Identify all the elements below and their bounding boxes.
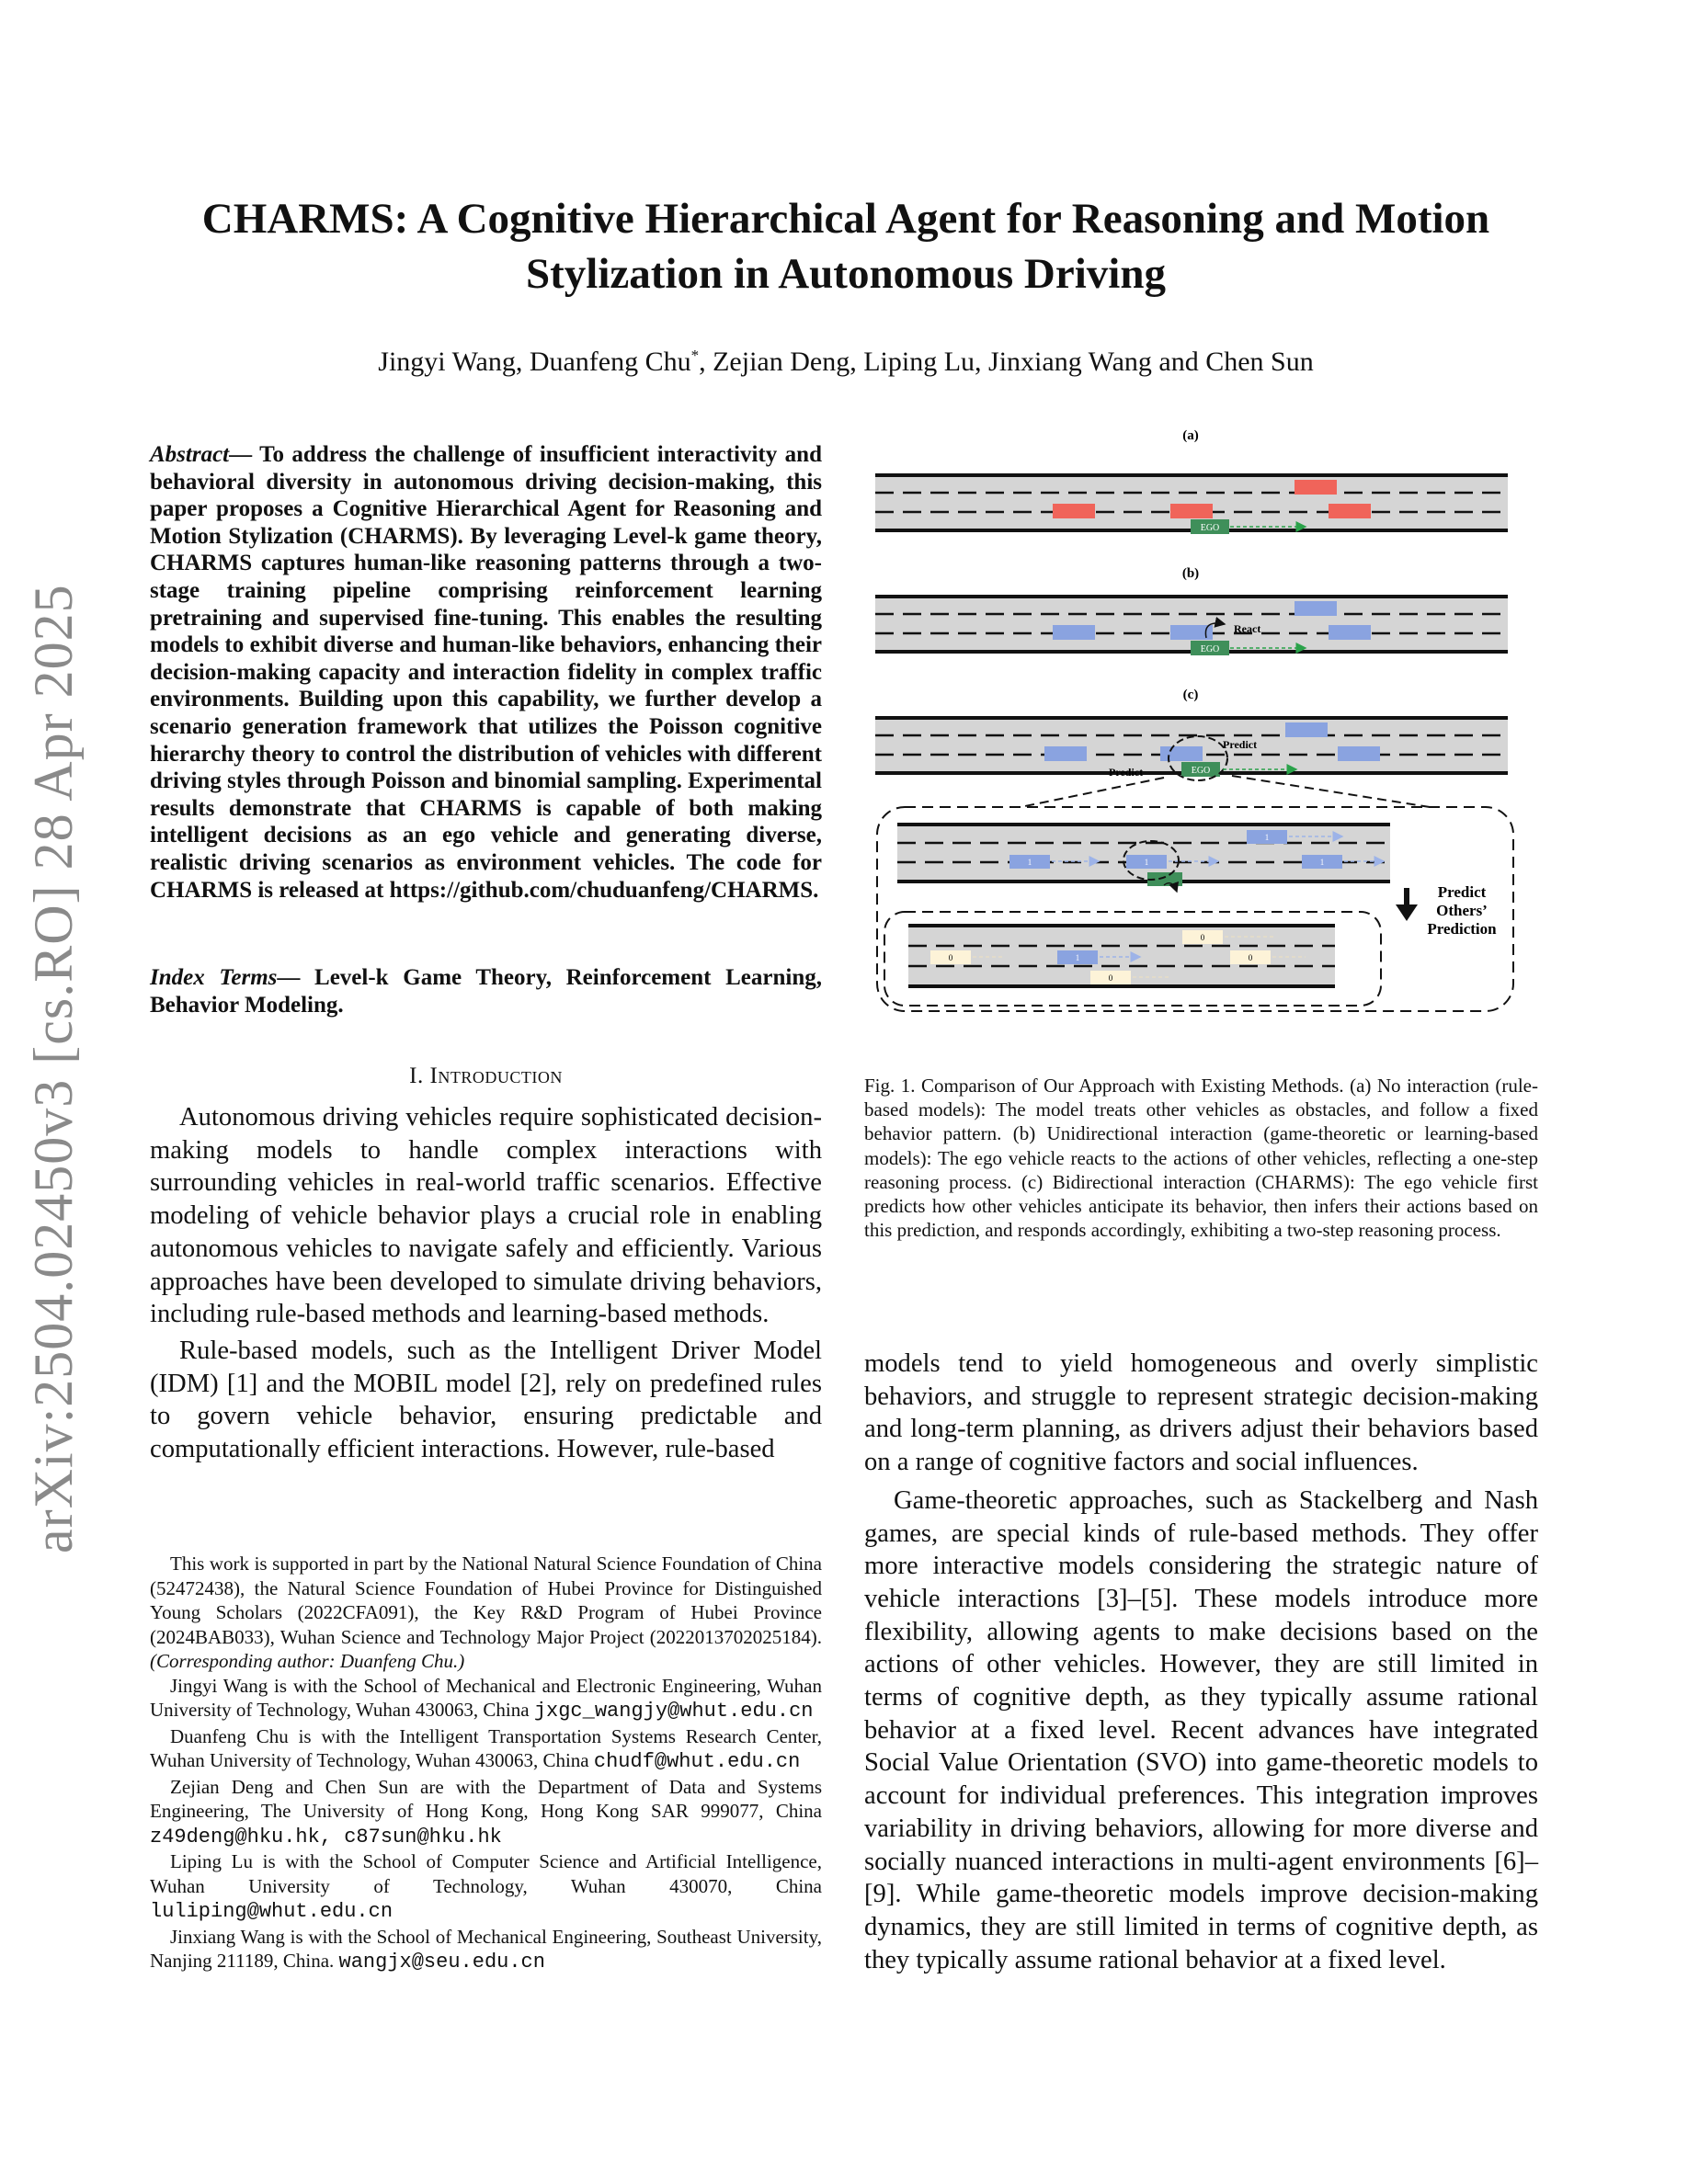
svg-text:Others’: Others’ [1436, 902, 1488, 919]
predict-others-label: Predict [1437, 883, 1487, 901]
authors-part-a: Jingyi Wang, Duanfeng Chu [378, 347, 691, 377]
svg-text:0: 0 [948, 953, 953, 962]
footnote-author-5: Jinxiang Wang is with the School of Mechanical Engineering, Southeast University, Nanjing 211189, China. wangjx@seu.edu.cn [150, 1925, 822, 1974]
footnote-author-1: Jingyi Wang is with the School of Mechanical and Electronic Engineering, Wuhan University of Technology, Wuhan 430063, China jxgc_wangjy@whut.edu.cn [150, 1674, 822, 1723]
vehicle-red [1329, 504, 1371, 518]
title-line-1: CHARMS: A Cognitive Hierarchical Agent for Reasoning and Motion [201, 195, 1490, 243]
vehicle-red [1295, 480, 1337, 495]
section-heading-introduction [150, 1064, 822, 1089]
footnotes [150, 1552, 822, 1975]
svg-text:1: 1 [1144, 858, 1149, 867]
vehicle-blue [1285, 722, 1328, 737]
svg-text:0: 0 [1248, 953, 1253, 962]
abstract-text: — To address the challenge of insufficient interactivity and behavioral diversity in autonomous driving decision-making, this paper proposes a Cognitive Hierarchical Agent for Reasoning and Motion Stylization (CHARMS). By leveraging Level-k game theory, CHARMS captures human-like reasoning patterns through a two-stage training pipeline comprising reinforcement learning pretraining and supervised fine-tuning. This enables the resulting models to exhibit diverse and human-like behaviors, enhancing their decision-making capacity and interaction fidelity in complex traffic environments. Building upon this capability, we further develop a scenario generation framework that utilizes the Poisson cognitive hierarchy theory to control the distribution of vehicles with different driving styles through Poisson and binomial sampling. Experimental results demonstrate that CHARMS is capable of both making intelligent decisions as an ego vehicle and generating diverse, realistic driving scenarios as environment vehicles. The code for CHARMS is released at https://github.com/chuduanfeng/CHARMS. [150, 442, 822, 903]
svg-text:1: 1 [1075, 953, 1080, 962]
svg-text:EGO: EGO [1191, 766, 1211, 776]
introduction-body [150, 1101, 822, 1466]
panel-label-a: (a) [1182, 428, 1199, 443]
authors-part-b: , Zejian Deng, Liping Lu, Jinxiang Wang and Chen Sun [699, 347, 1314, 377]
email-link[interactable]: z49deng@hku.hk, c87sun@hku.hk [150, 1825, 502, 1848]
panel-label-b: (b) [1181, 566, 1200, 581]
footnote-author-2: Duanfeng Chu is with the Intelligent Transportation Systems Research Center, Wuhan University of Technology, Wuhan 430063, China chudf@whut.edu.cn [150, 1724, 822, 1773]
footnote-funding: This work is supported in part by the National Natural Science Foundation of China (52472438), the Natural Science Foundation of Hubei Province for Distinguished Young Scholars (2022CFA091), the Key R&D Program of Hubei Province (2024BAB033), Wuhan Science and Technology Major Project (2022013702025184). (Corresponding author: Duanfeng Chu.) [150, 1553, 822, 1672]
road-level1 [897, 825, 1390, 882]
footnote-author-3: Zejian Deng and Chen Sun are with the Department of Data and Systems Engineering, The University of Hong Kong, Hong Kong SAR 999077, China z49deng@hku.hk, c87sun@hku.hk [150, 1775, 822, 1848]
figure-1-svg [864, 428, 1535, 1037]
svg-text:0: 0 [1108, 973, 1113, 983]
title-line-2: Stylization in Autonomous Driving [526, 250, 1166, 298]
svg-text:EGO: EGO [1200, 523, 1220, 533]
vehicle-red [1053, 504, 1095, 518]
corresponding-mark: * [690, 347, 700, 364]
vehicle-blue [1338, 746, 1380, 761]
svg-text:Predict: Predict [1109, 766, 1144, 779]
email-link[interactable]: jxgc_wangjy@whut.edu.cn [533, 1700, 814, 1723]
svg-text:0: 0 [1200, 933, 1205, 942]
vehicle-blue [1160, 746, 1203, 761]
intro-paragraph-1: Autonomous driving vehicles require sophisticated decision-making models to handle complex interactions with surrounding vehicles in real-world traffic scenarios. Effective modeling of vehicle behavior plays a crucial role in enabling autonomous vehicles to navigate safely and efficiently. Various approaches have been developed to simulate driving behaviors, including rule-based methods and learning-based methods. [150, 1103, 822, 1329]
email-link[interactable]: wangjx@seu.edu.cn [338, 1951, 545, 1974]
figure-1 [864, 428, 1535, 1037]
svg-text:React: React [1234, 622, 1261, 635]
footnote-author-4: Liping Lu is with the School of Computer Science and Artificial Intelligence, Wuhan University of Technology, Wuhan 430070, China luliping@whut.edu.cn [150, 1850, 822, 1923]
index-terms [150, 964, 822, 1018]
index-terms-text: — Level-k Game Theory, Reinforcement Learning, Behavior Modeling. [150, 965, 822, 1018]
vehicle-blue [1329, 625, 1371, 640]
author-list [138, 347, 1554, 378]
abstract-label: Abstract [150, 442, 230, 467]
section-number: I. [409, 1064, 430, 1088]
svg-text:1: 1 [1027, 858, 1032, 867]
abstract [150, 441, 822, 904]
right-column-body [864, 1348, 1538, 1976]
vehicle-blue [1053, 625, 1095, 640]
figure-caption: Fig. 1. Comparison of Our Approach with Existing Methods. (a) No interaction (rule-based models): The model treats other vehicles as obstacles, and follow a fixed behavior pattern. (b) Unidirectional interaction (game-theoretic or learning-based models): The ego vehicle reacts to the actions of other vehicles, reflecting a one-step reasoning process. (c) Bidirectional interaction (CHARMS): The ego vehicle first predicts how other vehicles anticipate its behavior, then infers their actions based on this prediction, and responds accordingly, exhibiting a two-step reasoning process. [864, 1075, 1538, 1242]
svg-text:1: 1 [1264, 833, 1270, 842]
email-link[interactable]: chudf@whut.edu.cn [593, 1750, 801, 1773]
intro-paragraph-2: Rule-based models, such as the Intelligent Driver Model (IDM) [1] and the MOBIL model [2], rely on predefined rules to govern vehicle behavior, ensuring predictable and computationally efficient interactions. However, rule-based [150, 1336, 822, 1464]
vehicle-red [1170, 504, 1213, 518]
section-title: Introduction [429, 1064, 563, 1088]
svg-text:EGO: EGO [1200, 644, 1220, 654]
svg-text:Predict: Predict [1223, 738, 1258, 751]
right-paragraph-1: models tend to yield homogeneous and overly simplistic behaviors, and struggle to represent strategic decision-making and long-term planning, as drivers adjust their behaviors based on a range of cognitive factors and social influences. [864, 1349, 1538, 1477]
svg-text:1: 1 [1319, 858, 1325, 867]
arxiv-side-label: arXiv:2504.02450v3 [cs.RO] 28 Apr 2025 [23, 584, 84, 1553]
email-link[interactable]: luliping@whut.edu.cn [150, 1900, 393, 1923]
vehicle-blue [1044, 746, 1087, 761]
right-paragraph-2: Game-theoretic approaches, such as Stackelberg and Nash games, are special kinds of rule-based methods. They offer more interactive models considering the strategic nature of vehicle interactions [3]–[5]. These models introduce more flexibility, allowing agents to make decisions based on the actions of other vehicles. However, they are still limited in terms of cognitive depth, as they typically assume rational behavior at a fixed level. Recent advances have integrated Social Value Orientation (SVO) into game-theoretic models to account for individual preferences. This integration improves variability in driving behaviors, allowing for more diverse and socially nuanced interactions in multi-agent environments [6]–[9]. While game-theoretic models improve decision-making dynamics, they are still limited in terms of cognitive depth, as they typically assume rational behavior at a fixed level. [864, 1485, 1538, 1974]
panel-label-c: (c) [1182, 688, 1199, 702]
vehicle-blue [1295, 601, 1337, 616]
index-terms-label: Index Terms [150, 965, 278, 990]
paper-title [138, 191, 1554, 301]
svg-text:Prediction: Prediction [1427, 920, 1497, 938]
